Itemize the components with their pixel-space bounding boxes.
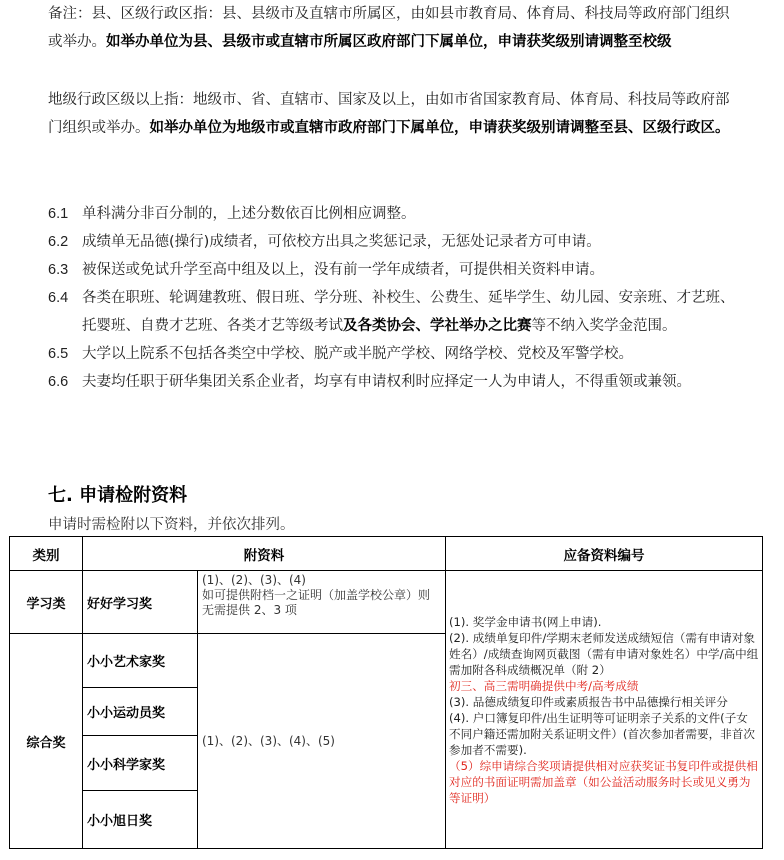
requirements-cell (446, 571, 763, 849)
requirement-item: (2). 成绩单复印件/学期末老师发送成绩短信（需有申请对象姓名）/成绩查询网页截图（需有申请对象姓名）中学/高中组需加附各科成绩概况单（附 2） (449, 630, 759, 677)
award-cell: 好好学习奖 (83, 571, 198, 634)
rule-item (48, 200, 738, 228)
note-prefecture-bold: 如举办单位为地级市或直辖市政府部门下属单位，申请获奖级别请调整至县、区级行政区。 (149, 120, 730, 136)
header-category: 类别 (10, 537, 83, 571)
section-intro: 申请时需检附以下资料，并依次排列。 (48, 517, 295, 533)
attachment-cell (198, 571, 446, 634)
note-paragraph-prefecture (48, 86, 738, 142)
rule-text-bold: 及各类协会、学社举办之比赛 (343, 318, 532, 334)
rule-item (48, 340, 738, 368)
award-cell: 小小运动员奖 (83, 688, 198, 736)
rule-text-tail: 等不纳入奖学金范围。 (531, 318, 677, 334)
requirement-item: (4). 户口簿复印件/出生证明等可证明亲子关系的文件(子女不同户籍还需加附关系证明文件）(首次参加者需要，非首次参加者不需要). (449, 710, 755, 757)
rule-item (48, 256, 738, 284)
note-paragraph-county (48, 0, 738, 56)
rule-item (48, 228, 738, 256)
attachments-table (9, 536, 763, 849)
note-county-text: 备注：县、区级行政区指：县、县级市及直辖市所属区，由如县市教育局、体育局、科技局等政府部门组织或举办。 (48, 6, 730, 50)
section-title: 七. 申请检附资料 (48, 485, 188, 506)
requirement-highlight: 初三、高三需明确提供中考/高考成绩 (449, 678, 639, 693)
rule-text: 被保送或免试升学至高中组及以上，没有前一学年成绩者，可提供相关资料申请。 (82, 262, 604, 278)
header-requirements: 应备资料编号 (446, 537, 763, 571)
rule-text (82, 284, 738, 340)
requirement-highlight: （5）综申请综合奖项请提供相对应获奖证书复印件或提供相对应的书面证明需加盖章（如公益活动服务时长或见义勇为等证明） (449, 758, 758, 805)
rule-text-main: 各类在职班、轮调建教班、假日班、学分班、补校生、公费生、延毕学生、幼儿园、安亲班、才艺班、托婴班、自费才艺班、各类才艺等级考试 (82, 290, 735, 334)
rules-list (48, 200, 738, 396)
award-cell: 小小科学家奖 (83, 736, 198, 791)
attachment-note: 如可提供附档一之证明（加盖学校公章）则无需提供 2、3 项 (202, 588, 431, 617)
table-row (10, 571, 763, 634)
table-header-row (10, 537, 763, 571)
rule-number: 6.3 (48, 262, 69, 278)
header-attachments: 附资料 (83, 537, 446, 571)
note-county-bold: 如举办单位为县、县级市或直辖市所属区政府部门下属单位，申请获奖级别请调整至校级 (106, 34, 672, 50)
rule-text: 夫妻均任职于研华集团关系企业者，均享有申请权利时应择定一人为申请人，不得重领或兼领。 (82, 374, 691, 390)
rule-text: 成绩单无品德(操行)成绩者，可依校方出具之奖惩记录，无惩处记录者方可申请。 (82, 234, 601, 250)
category-cell: 学习类 (10, 571, 83, 634)
attachment-list: (1)、(2)、(3)、(4) (202, 573, 306, 587)
rule-number: 6.4 (48, 290, 69, 306)
rule-number: 6.1 (48, 206, 69, 222)
rule-item (48, 284, 738, 340)
note-prefecture-text: 地级行政区级以上指：地级市、省、直辖市、国家及以上，由如市省国家教育局、体育局、科技局等政府部门组织或举办。 (48, 92, 730, 136)
attachment-cell: (1)、(2)、(3)、(4)、(5) (198, 634, 446, 849)
rule-number: 6.2 (48, 234, 69, 250)
award-cell: 小小旭日奖 (83, 791, 198, 849)
requirement-item: (3). 品德成绩复印件或素质报告书中品德操行相关评分 (449, 694, 728, 709)
award-cell: 小小艺术家奖 (83, 634, 198, 688)
rule-text: 大学以上院系不包括各类空中学校、脱产或半脱产学校、网络学校、党校及军警学校。 (82, 346, 633, 362)
rule-number: 6.5 (48, 346, 69, 362)
rule-text: 单科满分非百分制的，上述分数依百比例相应调整。 (82, 206, 416, 222)
category-cell: 综合奖 (10, 634, 83, 849)
rule-number: 6.6 (48, 374, 69, 390)
rule-item (48, 368, 738, 396)
requirement-item: (1). 奖学金申请书(网上申请). (449, 614, 602, 629)
